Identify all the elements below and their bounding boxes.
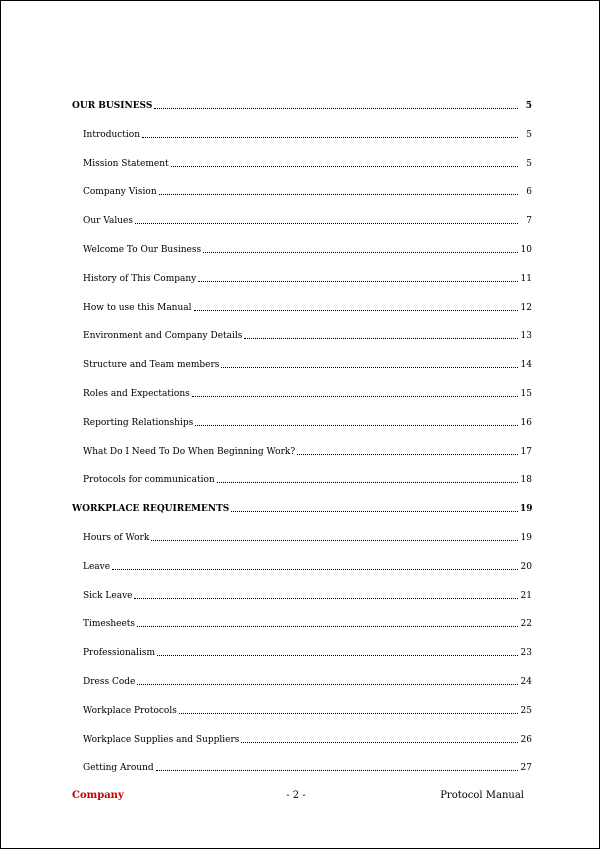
toc-entry-title: Timesheets bbox=[83, 619, 136, 629]
toc-entry-title: Structure and Team members bbox=[83, 360, 220, 370]
toc-dot-leader bbox=[137, 626, 518, 627]
toc-page-number: 21 bbox=[520, 591, 532, 601]
page-footer bbox=[72, 790, 524, 804]
toc-page-number: 19 bbox=[520, 533, 532, 543]
toc-dot-leader bbox=[244, 338, 518, 339]
toc-page-number: 19 bbox=[520, 504, 533, 514]
toc-page-number: 12 bbox=[520, 303, 532, 313]
toc-dot-leader bbox=[154, 108, 518, 109]
toc-page-number: 26 bbox=[520, 735, 532, 745]
toc-entry[interactable] bbox=[83, 616, 532, 630]
toc-entry-title: Workplace Supplies and Suppliers bbox=[83, 735, 240, 745]
toc-entry[interactable] bbox=[83, 127, 532, 141]
toc-entry[interactable] bbox=[83, 357, 532, 371]
footer-company: Company bbox=[72, 790, 124, 801]
toc-entry-title: Protocols for communication bbox=[83, 475, 215, 485]
toc-section-entry[interactable] bbox=[72, 501, 532, 515]
toc-dot-leader bbox=[195, 425, 518, 426]
toc-dot-leader bbox=[198, 281, 518, 282]
toc-dot-leader bbox=[221, 367, 518, 368]
toc-page-number: 25 bbox=[520, 706, 532, 716]
toc-entry[interactable] bbox=[83, 588, 532, 602]
toc-page-number: 5 bbox=[526, 159, 532, 169]
toc-page-number: 17 bbox=[520, 447, 532, 457]
toc-dot-leader bbox=[157, 655, 518, 656]
toc-entry-title: Roles and Expectations bbox=[83, 389, 190, 399]
toc-entry[interactable] bbox=[83, 156, 532, 170]
toc-page-number: 5 bbox=[525, 101, 532, 111]
toc-dot-leader bbox=[156, 770, 518, 771]
toc-dot-leader bbox=[159, 194, 518, 195]
toc-entry[interactable] bbox=[83, 530, 532, 544]
toc-entry-title: History of This Company bbox=[83, 274, 197, 284]
toc-page-number: 18 bbox=[520, 475, 532, 485]
toc-page-number: 10 bbox=[520, 245, 532, 255]
toc-entry[interactable] bbox=[83, 300, 532, 314]
toc-dot-leader bbox=[137, 684, 518, 685]
toc-entry-title: Reporting Relationships bbox=[83, 418, 194, 428]
toc-entry-title: WORKPLACE REQUIREMENTS bbox=[72, 504, 230, 514]
toc-entry-title: OUR BUSINESS bbox=[72, 101, 153, 111]
toc-entry-title: Environment and Company Details bbox=[83, 331, 243, 341]
toc-dot-leader bbox=[171, 166, 518, 167]
toc-entry-title: Hours of Work bbox=[83, 533, 150, 543]
toc-entry[interactable] bbox=[83, 415, 532, 429]
toc-page-number: 15 bbox=[520, 389, 532, 399]
toc-entry[interactable] bbox=[83, 328, 532, 342]
toc-entry-title: Sick Leave bbox=[83, 591, 133, 601]
toc-entry-title: Getting Around bbox=[83, 763, 154, 773]
toc-section-entry[interactable] bbox=[72, 98, 532, 112]
toc-entry-title: Our Values bbox=[83, 216, 133, 226]
toc-entry-title: How to use this Manual bbox=[83, 303, 192, 313]
toc-page-number: 7 bbox=[526, 216, 532, 226]
toc-dot-leader bbox=[241, 742, 518, 743]
toc-entry[interactable] bbox=[83, 444, 532, 458]
toc-page-number: 27 bbox=[520, 763, 532, 773]
toc-page-number: 5 bbox=[526, 130, 532, 140]
toc-entry[interactable] bbox=[83, 386, 532, 400]
toc-dot-leader bbox=[142, 137, 518, 138]
toc-dot-leader bbox=[194, 310, 518, 311]
toc-page-number: 6 bbox=[526, 187, 532, 197]
toc-page-number: 13 bbox=[520, 331, 532, 341]
toc-dot-leader bbox=[134, 598, 518, 599]
toc-page-number: 20 bbox=[520, 562, 532, 572]
toc-page-number: 14 bbox=[520, 360, 532, 370]
toc-entry-title: Introduction bbox=[83, 130, 140, 140]
toc-entry[interactable] bbox=[83, 760, 532, 774]
toc-page-number: 16 bbox=[520, 418, 532, 428]
toc-entry[interactable] bbox=[83, 674, 532, 688]
toc-dot-leader bbox=[135, 223, 518, 224]
toc-dot-leader bbox=[217, 482, 518, 483]
toc-entry[interactable] bbox=[83, 703, 532, 717]
toc-entry-title: Welcome To Our Business bbox=[83, 245, 202, 255]
toc-entry[interactable] bbox=[83, 645, 532, 659]
toc-page-number: 24 bbox=[520, 677, 532, 687]
toc-dot-leader bbox=[112, 569, 518, 570]
toc-entry-title: Mission Statement bbox=[83, 159, 169, 169]
toc-dot-leader bbox=[151, 540, 518, 541]
footer-page-number: - 2 - bbox=[286, 790, 306, 801]
toc-dot-leader bbox=[231, 511, 518, 512]
toc-entry[interactable] bbox=[83, 732, 532, 746]
toc-entry-title: Leave bbox=[83, 562, 111, 572]
toc-page-number: 23 bbox=[520, 648, 532, 658]
toc-entry-title: Professionalism bbox=[83, 648, 156, 658]
toc-dot-leader bbox=[192, 396, 518, 397]
toc-page-number: 11 bbox=[520, 274, 532, 284]
toc-dot-leader bbox=[297, 454, 518, 455]
toc-entry-title: Company Vision bbox=[83, 187, 157, 197]
toc-dot-leader bbox=[203, 252, 518, 253]
toc-entry[interactable] bbox=[83, 213, 532, 227]
toc-entry-title: What Do I Need To Do When Beginning Work? bbox=[83, 447, 296, 457]
toc-entry[interactable] bbox=[83, 472, 532, 486]
footer-document-title: Protocol Manual bbox=[440, 790, 524, 801]
toc-entry[interactable] bbox=[83, 271, 532, 285]
toc-entry[interactable] bbox=[83, 184, 532, 198]
toc-entry[interactable] bbox=[83, 559, 532, 573]
toc-entry-title: Workplace Protocols bbox=[83, 706, 177, 716]
toc-entry-title: Dress Code bbox=[83, 677, 136, 687]
toc-page-number: 22 bbox=[520, 619, 532, 629]
toc-dot-leader bbox=[179, 713, 518, 714]
toc-entry[interactable] bbox=[83, 242, 532, 256]
